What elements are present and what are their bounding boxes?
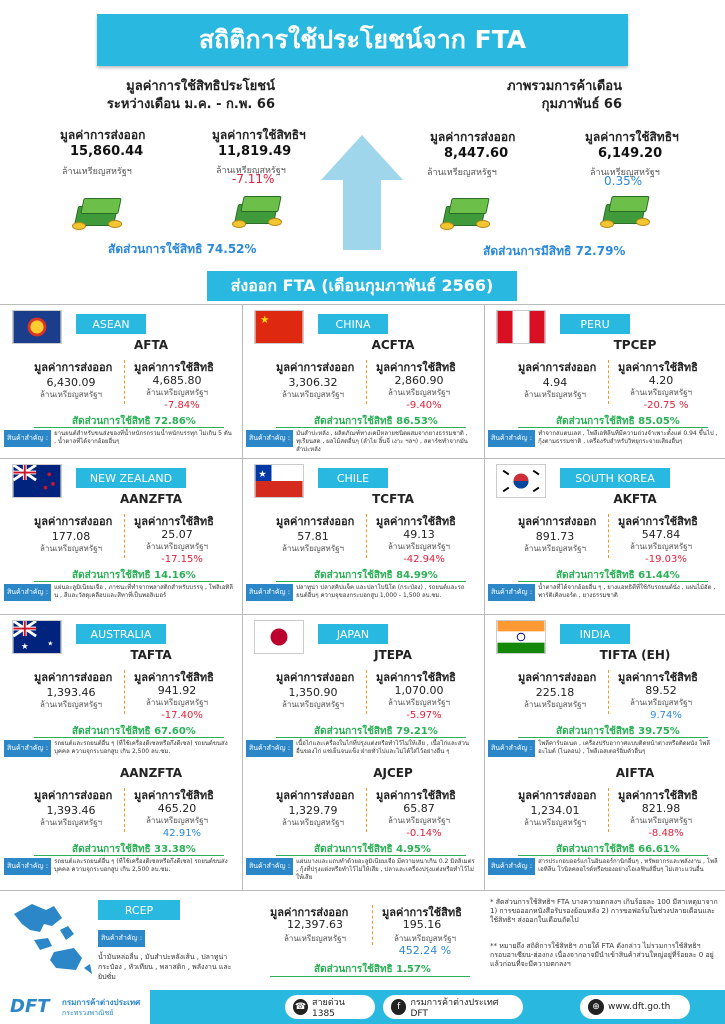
products-text: ยานยนต์สำหรับขนส่งของที่น้ำหนักรถรวมน้ำหนักบรรทุก ไม่เกิน 5 ตัน , น้ำตาลที่ได้จากอ้อยอื่นๆ [54, 430, 232, 445]
ratio-value: สัดส่วนการใช้สิทธิ 33.38% [72, 844, 196, 855]
use-label: มูลค่าการใช้สิทธิ [134, 361, 214, 374]
divider [0, 614, 725, 615]
fta-name: AANZFTA [119, 766, 183, 780]
export-value: 6,430.09 [46, 376, 96, 389]
products-label: สินค้าสำคัญ : [4, 584, 51, 601]
products-row [246, 858, 476, 881]
rcep-use-value: 195.16 [402, 918, 442, 931]
country-pill: JAPAN [318, 624, 388, 644]
unit-label: ล้านเหรียญสหรัฐฯ [145, 388, 209, 397]
export-value: 4.94 [542, 376, 568, 389]
fta-cell [491, 762, 718, 902]
china-flag-icon [254, 310, 304, 344]
fta-cell [491, 620, 718, 760]
use-label: มูลค่าการใช้สิทธิ [618, 515, 698, 528]
divider [0, 304, 725, 305]
country-pill: CHINA [318, 314, 388, 334]
export-label: มูลค่าการส่งออก [34, 361, 113, 374]
divider [276, 737, 466, 738]
svg-text:★: ★ [21, 641, 29, 652]
summary-left-use-unit: ล้านเหรียญสหรัฐฯ [216, 166, 286, 176]
page-title: สถิติการใช้ประโยชน์จาก FTA [97, 14, 628, 66]
unit-label: ล้านเหรียญสหรัฐฯ [523, 544, 587, 553]
products-text: สารประกอบออร์แกโนอินออร์กานิกอื่นๆ , ทรัพยากรและพลังงาน , โพลีเอทิลีน โวนิลคลอไรด์หรือของอย่างโอเลฟินส์อื่นๆ ไม่เสาะแว่นอื่น [538, 858, 718, 873]
divider [518, 427, 708, 428]
money-icon [72, 192, 124, 230]
use-label: มูลค่าการใช้สิทธิ [376, 361, 456, 374]
products-row [4, 430, 234, 448]
divider [270, 976, 470, 977]
summary-left-change: -7.11% [232, 172, 275, 186]
summary-left-use-label: มูลค่าการใช้สิทธิฯ [212, 128, 306, 142]
products-row [246, 740, 476, 758]
unit-label: ล้านเหรียญสหรัฐฯ [39, 544, 103, 553]
fta-name: JTEPA [374, 648, 412, 662]
fta-cell [491, 464, 718, 604]
use-label: มูลค่าการใช้สิทธิ [618, 361, 698, 374]
change-value: -17.40% [161, 710, 203, 721]
ratio-value: สัดส่วนการใช้สิทธิ 67.60% [72, 726, 196, 737]
website-link[interactable]: ⊕ www.dft.go.th [580, 995, 690, 1019]
export-value: 1,234.01 [530, 804, 580, 817]
use-value: 547.84 [641, 528, 681, 541]
summary-left-title: มูลค่าการใช้สิทธิประโยชน์ ระหว่างเดือน ม.ค. - ก.พ. 66 [106, 79, 275, 112]
export-value: 1,350.90 [288, 686, 338, 699]
facebook-icon: f [391, 999, 406, 1015]
japan-flag-icon [254, 620, 304, 654]
divider [608, 670, 609, 714]
unit-label: ล้านเหรียญสหรัฐฯ [387, 388, 451, 397]
use-label: มูลค่าการใช้สิทธิ [618, 671, 698, 684]
change-value: -0.14% [406, 828, 442, 839]
divider [518, 737, 708, 738]
use-label: มูลค่าการใช้สิทธิ [376, 789, 456, 802]
fta-name: TIFTA (EH) [599, 648, 671, 662]
products-text: โพลีคาร์บอเนต , เครื่องปรับอากาศแบบติดหน้าต่างหรือติดผนัง โพลีอะไมด์ (ไนลอน) , โพลีเอสเตอร์อิ่มตัวอื่นๆ [538, 740, 710, 755]
hotline[interactable]: ☎ สายด่วน 1385 [285, 995, 375, 1019]
unit-label: ล้านเหรียญสหรัฐฯ [39, 700, 103, 709]
divider [0, 458, 725, 459]
chile-flag-icon [254, 464, 304, 498]
australia-flag-icon [12, 620, 62, 654]
divider [34, 855, 224, 856]
products-label: สินค้าสำคัญ : [4, 858, 51, 875]
export-value: 225.18 [535, 686, 575, 699]
products-text: เนื้อไก่และเครื่องในไก่ที่ปรุงแต่งหรือทำไว้ไม่ให้เสีย , เนื้อไก่และส่วนอื่นของไก่ แช่เย็นจนแข็ง ฝ่ายทั่วไปและไม่ได้ใส่ไว้อย่างอื่น ๆ [296, 740, 469, 755]
summary-right-unit: ล้านเหรียญสหรัฐฯ [427, 168, 497, 178]
change-value: -8.48% [648, 828, 684, 839]
rcep-change: 452.24 % [398, 944, 452, 957]
unit-label: ล้านเหรียญสหรัฐฯ [281, 818, 345, 827]
export-label: มูลค่าการส่งออก [34, 789, 113, 802]
unit-label: ล้านเหรียญสหรัฐฯ [39, 818, 103, 827]
summary-right-use-value: 6,149.20 [598, 146, 663, 161]
summary-left-export-value: 15,860.44 [70, 144, 144, 159]
unit-label: ล้านเหรียญสหรัฐฯ [387, 698, 451, 707]
unit-label: ล้านเหรียญสหรัฐฯ [145, 542, 209, 551]
fta-name: AANZFTA [119, 492, 183, 506]
rcep-ratio: สัดส่วนการใช้สิทธิ 1.57% [314, 964, 431, 975]
export-label: มูลค่าการส่งออก [518, 789, 597, 802]
products-label: สินค้าสำคัญ : [4, 740, 51, 757]
divider [34, 737, 224, 738]
products-label: สินค้าสำคัญ : [488, 584, 535, 601]
products-text: มันสำปะหลัง , ผลิตภัณฑ์ทางเคมีหลายชนิดผสมจากยางธรรมชาติ , ทุเรียนสด , ผลไม้สดอื่นๆ (ลำไย ลิ้นจี่ เงาะ ฯลฯ) , สตาร์ชทำจากมันสำปะหลัง [296, 430, 468, 453]
summary-left-unit: ล้านเหรียญสหรัฐฯ [62, 167, 132, 177]
products-text: แผ่นอะลูมิเนียมเจือ , ภาชนะที่ทำจากพลาสติกสำหรับบรรจุ , โพลิเอทิลีน , สีและวัสดุเคลือบและสีทาที่เป็นพอลิเมอร์ [54, 584, 233, 599]
divider [608, 360, 609, 404]
divider [366, 360, 367, 404]
divider [34, 581, 224, 582]
summary-right-export-value: 8,447.60 [444, 146, 509, 161]
rcep-export-label: มูลค่าการส่งออก [270, 906, 349, 919]
svg-text:★: ★ [47, 639, 54, 648]
new-zealand-flag-icon [12, 464, 62, 498]
summary-right-export-label: มูลค่าการส่งออก [430, 130, 516, 144]
divider [484, 304, 485, 890]
products-label: สินค้าสำคัญ : [246, 430, 293, 447]
money-icon [232, 190, 284, 228]
products-row [246, 430, 476, 453]
unit-label: ล้านเหรียญสหรัฐฯ [387, 816, 451, 825]
use-label: มูลค่าการใช้สิทธิ [134, 789, 214, 802]
rcep-products: น้ำมันหล่อลื่น , มันสำปะหลังเส้น , ปลาทูน่ากระป๋อง , หัวเทียน , พลาสติก , พลังงาน และยิปซั่ม [98, 953, 232, 981]
products-text: ทำจากสแตนเลส , โพลีเอทิลีนที่มีความถ่วงจำเพาะตั้งแต่ 0.94 ขึ้นไป , กุ้งตามธรรมชาติ , เครื่องรับสำหรับวิทยุกระจายเสียงอื่นๆ [538, 430, 718, 445]
products-text: ปลาทูน่า ปลาสคิปแจ็ค และปลาโบนิโต (กระป๋อง) , รถยนต์และรถยนต์อื่นๆ ความจุของกระบอกสูบ 1,000 - 1,500 ลบ.ซม. [296, 584, 465, 599]
unit-label: ล้านเหรียญสหรัฐฯ [39, 390, 103, 399]
fta-cell [249, 464, 476, 604]
fta-name: ACFTA [371, 338, 415, 352]
divider [34, 427, 224, 428]
use-label: มูลค่าการใช้สิทธิ [376, 671, 456, 684]
export-value: 3,306.32 [288, 376, 338, 389]
fta-name: AJCEP [373, 766, 413, 780]
divider [366, 788, 367, 832]
change-value: 42.91% [162, 828, 202, 839]
products-row [488, 430, 718, 448]
products-row [488, 584, 718, 602]
fta-name: AFTA [133, 338, 169, 352]
fta-name: TPCEP [613, 338, 657, 352]
fta-name: AKFTA [613, 492, 657, 506]
svg-text:★: ★ [258, 469, 267, 481]
money-icon [600, 190, 652, 228]
change-value: -19.03% [645, 554, 687, 565]
products-row [4, 584, 234, 602]
fta-cell [249, 310, 476, 453]
country-pill: INDIA [560, 624, 630, 644]
products-label: สินค้าสำคัญ : [246, 584, 293, 601]
summary-right-change: 0.35% [604, 174, 643, 188]
products-label: สินค้าสำคัญ : [4, 430, 51, 447]
export-value: 177.08 [51, 530, 91, 543]
phone-icon: ☎ [293, 999, 308, 1015]
unit-label: ล้านเหรียญสหรัฐฯ [387, 542, 451, 551]
rcep-pill: RCEP [98, 900, 180, 920]
unit-label: ล้านเหรียญสหรัฐฯ [523, 390, 587, 399]
use-value: 465.20 [157, 802, 197, 815]
products-text: รถยนต์และรถยนต์อื่น ๆ (ที่ใช้เครื่องดีเซลหรือกึ่งดีเซล) รถยนต์ขนส่งบุคคล ความจุกระบอกสูบ เกิน 2,500 ลบ.ซม. [54, 740, 228, 755]
summary-right-use-label: มูลค่าการใช้สิทธิฯ [585, 130, 679, 144]
export-label: มูลค่าการส่งออก [34, 515, 113, 528]
use-label: มูลค่าการใช้สิทธิ [376, 515, 456, 528]
asean-flag-icon [12, 310, 62, 344]
use-value: 4.20 [648, 374, 674, 387]
fta-cell [7, 310, 234, 450]
use-value: 4,685.80 [152, 374, 202, 387]
footnote-2: ** หมายถึง สถิติการใช้สิทธิฯ ภายใต้ FTA ดังกล่าว ไม่รวมการใช้สิทธิฯ กรอบอาเซียน-ฮ่องกง เนื่องจากอาจมีนำเข้าสินค้าส่วนใหญ่อยู่ที่ร้อยละ 0 อยู่แล้วก่อนที่จะมีความตกลงฯ [490, 942, 714, 968]
export-label: มูลค่าการส่งออก [34, 671, 113, 684]
use-label: มูลค่าการใช้สิทธิ [618, 789, 698, 802]
ratio-value: สัดส่วนการใช้สิทธิ 72.86% [72, 416, 196, 427]
export-label: มูลค่าการส่งออก [276, 789, 355, 802]
rcep-unit: ล้านเหรียญสหรัฐฯ [283, 934, 347, 943]
use-value: 25.07 [161, 528, 193, 541]
divider [366, 514, 367, 558]
up-arrow-icon [321, 135, 403, 250]
unit-label: ล้านเหรียญสหรัฐฯ [145, 816, 209, 825]
products-text: น้ำตาลที่ได้จากอ้อยอื่น ๆ , ยางแอทธิตีที่ใช้กับรถยนต์นั่ง , แผ่นไม้อัด , พาร์ติเคิลบอร์ด , ยางธรรมชาติ [538, 584, 716, 599]
country-pill: ASEAN [76, 314, 146, 334]
products-label: สินค้าสำคัญ : [488, 858, 535, 875]
divider [242, 304, 243, 890]
fta-cell [7, 464, 234, 604]
svg-text:★: ★ [260, 314, 270, 327]
products-label: สินค้าสำคัญ : [246, 740, 293, 757]
divider [124, 360, 125, 404]
south-korea-flag-icon [496, 464, 546, 498]
ratio-value: สัดส่วนการใช้สิทธิ 61.44% [556, 570, 680, 581]
change-value: -7.84% [164, 400, 200, 411]
dept-name: กรมการค้าต่างประเทศ [62, 998, 141, 1007]
ratio-value: สัดส่วนการใช้สิทธิ 4.95% [314, 844, 431, 855]
change-value: 9.74% [650, 710, 682, 721]
change-value: -5.97% [406, 710, 442, 721]
export-value: 1,393.46 [46, 804, 96, 817]
change-value: -20.75 % [643, 400, 689, 411]
peru-flag-icon [496, 310, 546, 344]
products-row [488, 740, 718, 758]
use-label: มูลค่าการใช้สิทธิ [134, 515, 214, 528]
export-value: 1,393.46 [46, 686, 96, 699]
asia-pacific-map-icon [4, 896, 96, 978]
summary-right-title: ภาพรวมการค้าเดือน กุมภาพันธ์ 66 [506, 79, 622, 112]
divider [276, 427, 466, 428]
country-pill: AUSTRALIA [76, 624, 166, 644]
summary-right-use-unit: ล้านเหรียญสหรัฐฯ [590, 168, 660, 178]
export-label: มูลค่าการส่งออก [276, 361, 355, 374]
export-value: 891.73 [535, 530, 575, 543]
ratio-value: สัดส่วนการใช้สิทธิ 84.99% [314, 570, 438, 581]
products-label: สินค้าสำคัญ : [246, 858, 293, 875]
summary-left-use-value: 11,819.49 [218, 144, 292, 159]
country-pill: SOUTH KOREA [560, 468, 670, 488]
fta-cell [7, 620, 234, 760]
fta-name: TCFTA [372, 492, 414, 506]
unit-label: ล้านเหรียญสหรัฐฯ [523, 700, 587, 709]
summary-left-export-label: มูลค่าการส่งออก [60, 128, 146, 142]
footnote-1: * สัดส่วนการใช้สิทธิฯ FTA บางความตกลงฯ เกินร้อยละ 100 มีสาเหตุมาจาก 1) การขอออกหนังสือรับรองย้อนหลัง 2) การขอฟอร์มในช่วงปลายเดือนและใช้สิทธิฯ ส่งออกในเดือนถัดไป [490, 898, 718, 924]
ratio-value: สัดส่วนการใช้สิทธิ 79.21% [314, 726, 438, 737]
use-value: 49.13 [403, 528, 435, 541]
summary-left-ratio: สัดส่วนการใช้สิทธิ 74.52% [108, 242, 257, 256]
facebook-link[interactable]: f กรมการค้าต่างประเทศ DFT [383, 995, 523, 1019]
use-value: 1,070.00 [394, 684, 444, 697]
fta-cell [249, 620, 476, 760]
use-value: 821.98 [641, 802, 681, 815]
divider [518, 855, 708, 856]
money-icon [440, 192, 492, 230]
export-value: 1,329.79 [288, 804, 338, 817]
ratio-value: สัดส่วนการใช้สิทธิ 39.75% [556, 726, 680, 737]
fta-cell [491, 310, 718, 450]
unit-label: ล้านเหรียญสหรัฐฯ [523, 818, 587, 827]
unit-label: ล้านเหรียญสหรัฐฯ [281, 700, 345, 709]
divider [276, 855, 466, 856]
rcep-products-label: สินค้าสำคัญ : [98, 930, 145, 948]
divider [124, 788, 125, 832]
country-pill: NEW ZEALAND [76, 468, 186, 488]
unit-label: ล้านเหรียญสหรัฐฯ [629, 388, 693, 397]
dft-logo-text: DFT [10, 996, 50, 1017]
ratio-value: สัดส่วนการใช้สิทธิ 14.16% [72, 570, 196, 581]
products-text: รถยนต์และรถยนต์อื่น ๆ (ที่ใช้เครื่องดีเซลหรือกึ่งดีเซล) รถยนต์ขนส่งบุคคล ความจุกระบอกสูบ เกิน 2,500 ลบ.ซม. [54, 858, 228, 873]
unit-label: ล้านเหรียญสหรัฐฯ [281, 390, 345, 399]
products-text: แผ่นบางและแถบทำด้วยอะลูมิเนียมเจือ มีความหนาเกิน 0.2 มิลลิเมตร , กุ้งที่ปรุงแต่งหรือทำไว้ไม่ให้เสีย , ปลาและเครื่องปรุงแต่งหรือทำไว้ไม่ให้เสีย [296, 858, 475, 881]
unit-label: ล้านเหรียญสหรัฐฯ [281, 544, 345, 553]
rcep-use-label: มูลค่าการใช้สิทธิ [382, 906, 462, 919]
ministry-name: กระทรวงพาณิชย์ [62, 1009, 114, 1017]
divider [608, 514, 609, 558]
section-title: ส่งออก FTA (เดือนกุมภาพันธ์ 2566) [207, 271, 517, 301]
divider [124, 514, 125, 558]
products-row [4, 740, 234, 758]
ratio-value: สัดส่วนการใช้สิทธิ 86.53% [314, 416, 438, 427]
export-label: มูลค่าการส่งออก [518, 671, 597, 684]
export-value: 57.81 [297, 530, 329, 543]
use-value: 2,860.90 [394, 374, 444, 387]
products-label: สินค้าสำคัญ : [488, 430, 535, 447]
products-label: สินค้าสำคัญ : [488, 740, 535, 757]
unit-label: ล้านเหรียญสหรัฐฯ [145, 698, 209, 707]
export-label: มูลค่าการส่งออก [518, 515, 597, 528]
divider [124, 670, 125, 714]
divider [372, 905, 373, 945]
use-value: 65.87 [403, 802, 435, 815]
change-value: -9.40% [406, 400, 442, 411]
fta-name: TAFTA [130, 648, 172, 662]
export-label: มูลค่าการส่งออก [518, 361, 597, 374]
unit-label: ล้านเหรียญสหรัฐฯ [629, 542, 693, 551]
export-label: มูลค่าการส่งออก [276, 515, 355, 528]
fta-name: AIFTA [615, 766, 655, 780]
unit-label: ล้านเหรียญสหรัฐฯ [629, 698, 693, 707]
export-label: มูลค่าการส่งออก [276, 671, 355, 684]
change-value: -17.15% [161, 554, 203, 565]
use-label: มูลค่าการใช้สิทธิ [134, 671, 214, 684]
use-value: 941.92 [157, 684, 197, 697]
divider [276, 581, 466, 582]
rcep-unit: ล้านเหรียญสหรัฐฯ [393, 934, 457, 943]
ratio-value: สัดส่วนการใช้สิทธิ 85.05% [556, 416, 680, 427]
change-value: -42.94% [403, 554, 445, 565]
fta-cell [249, 762, 476, 902]
use-value: 89.52 [645, 684, 677, 697]
divider [518, 581, 708, 582]
ratio-value: สัดส่วนการใช้สิทธิ 66.61% [556, 844, 680, 855]
products-row [246, 584, 476, 602]
globe-icon: ⊕ [588, 999, 604, 1015]
divider [608, 788, 609, 832]
rcep-export-value: 12,397.63 [287, 918, 343, 931]
india-flag-icon [496, 620, 546, 654]
country-pill: CHILE [318, 468, 388, 488]
products-row [4, 858, 234, 876]
unit-label: ล้านเหรียญสหรัฐฯ [629, 816, 693, 825]
products-row [488, 858, 718, 876]
country-pill: PERU [560, 314, 630, 334]
fta-cell [7, 762, 234, 902]
summary-right-ratio: สัดส่วนการมีสิทธิ 72.79% [483, 244, 626, 258]
divider [366, 670, 367, 714]
